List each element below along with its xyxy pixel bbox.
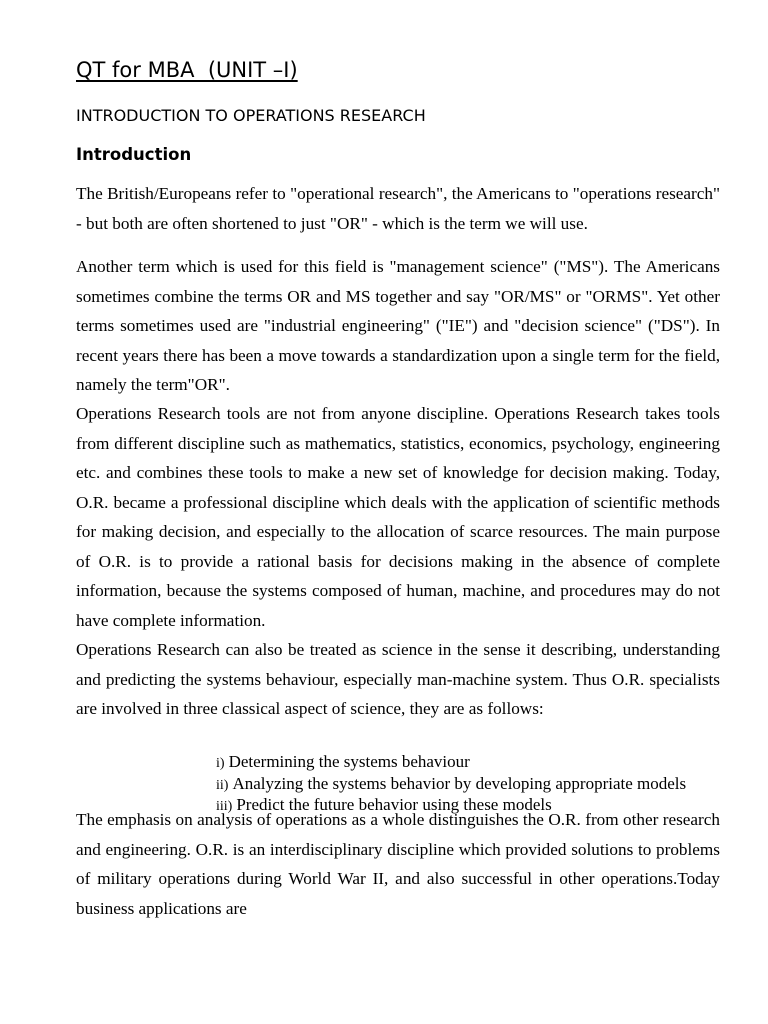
list-item-text: Analyzing the systems behavior by developing appropriate models bbox=[232, 773, 687, 793]
paragraph-2: Another term which is used for this field is "management science" ("MS"). The Americans sometimes combine the terms OR and MS together and say "OR/MS" or "ORMS". Yet other terms sometimes used are "industrial engineering" ("IE") and "decision science" ("DS"). In recent years there has been a move towards a standardization upon a single term for the field, namely the term"OR". bbox=[76, 257, 720, 394]
list-item bbox=[216, 774, 736, 796]
paragraph-5: The emphasis on analysis of operations as a whole distinguishes the O.R. from other research and engineering. O.R. is an interdisciplinary discipline which provided solutions to problems of military operations during World War II, and also successful in other operations.Today business applications are bbox=[76, 810, 720, 918]
list-item bbox=[216, 752, 736, 774]
paragraph-1: The British/Europeans refer to "operational research", the Americans to "operations research" - but both are often shortened to just "OR" - which is the term we will use. bbox=[76, 184, 720, 233]
list-marker: i) bbox=[216, 756, 225, 771]
list-marker: ii) bbox=[216, 777, 229, 793]
document-title: QT for MBA (UNIT –I) bbox=[76, 58, 298, 82]
paragraph-4: Operations Research can also be treated as science in the sense it describing, understanding and predicting the systems behaviour, especially man-machine system. Thus O.R. specialists are involved in three classical aspect of science, they are as follows: bbox=[76, 640, 720, 718]
document-subtitle: INTRODUCTION TO OPERATIONS RESEARCH bbox=[76, 106, 426, 125]
section-heading-introduction: Introduction bbox=[76, 145, 192, 164]
list-marker: iii) bbox=[216, 799, 233, 814]
paragraph-3: Operations Research tools are not from anyone discipline. Operations Research takes tools from different discipline such as mathematics, statistics, economics, psychology, engineering etc. and combines these tools to make a new set of knowledge for decision making. Today, O.R. became a professional discipline which deals with the application of scientific methods for making decision, and especially to the allocation of scarce resources. The main purpose of O.R. is to provide a rational basis for decisions making in the absence of complete information, because the systems composed of human, machine, and procedures may do not have complete information. bbox=[76, 404, 720, 630]
list-item-text: Predict the future behavior using these models bbox=[236, 795, 552, 814]
list-item-text: Determining the systems behaviour bbox=[228, 752, 470, 771]
